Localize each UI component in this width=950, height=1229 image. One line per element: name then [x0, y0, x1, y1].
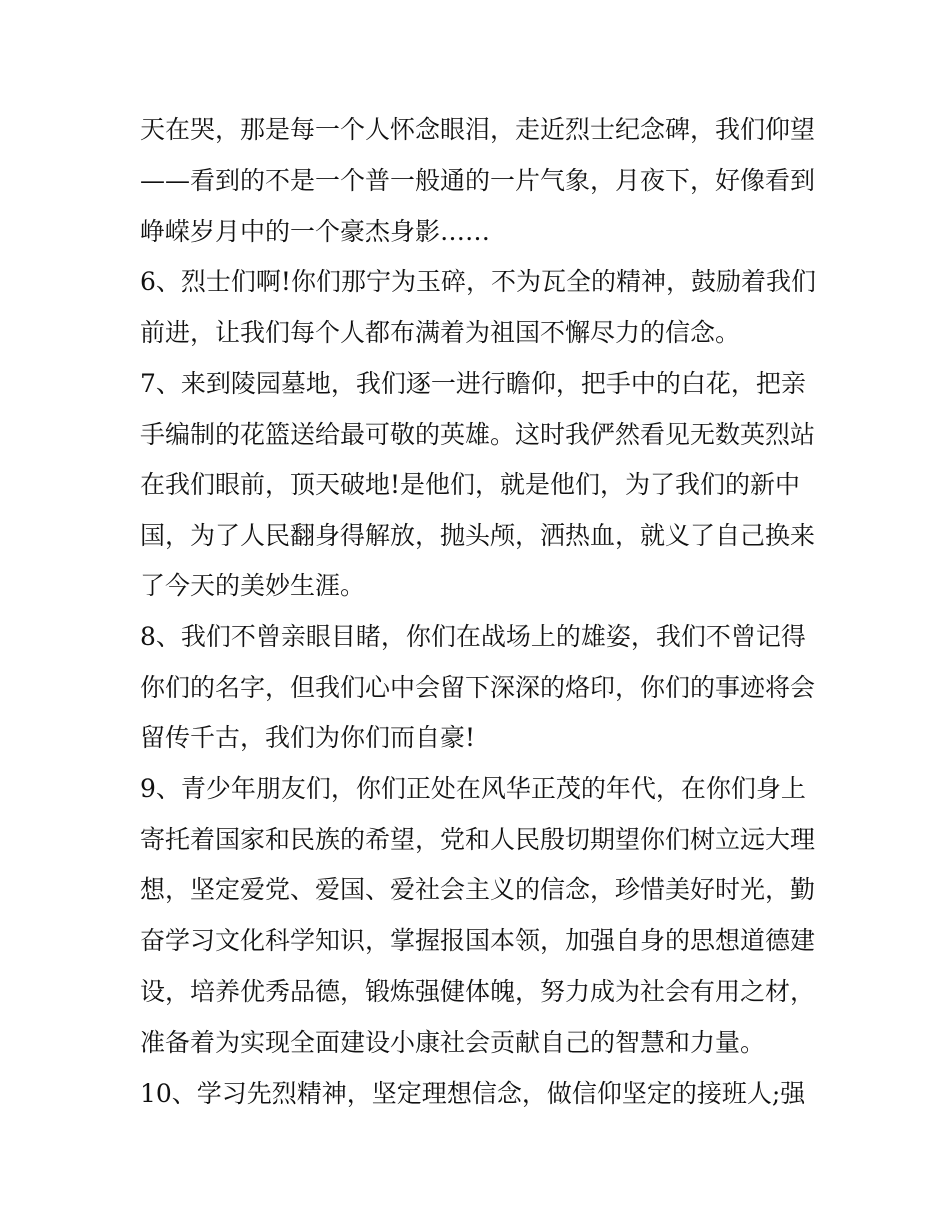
- text-line: 6、烈士们啊!你们那宁为玉碎，不为瓦全的精神，鼓励着我们: [140, 267, 816, 296]
- text-line: 峥嵘岁月中的一个豪杰身影……: [140, 217, 491, 246]
- text-line: 寄托着国家和民族的希望，党和人民殷切期望你们树立远大理: [140, 825, 816, 854]
- text-line: 10、学习先烈精神，坚定理想信念，做信仰坚定的接班人;强: [140, 1079, 806, 1108]
- text-line: 设，培养优秀品德，锻炼强健体魄，努力成为社会有用之材，: [140, 977, 816, 1006]
- text-line: 想，坚定爱党、爱国、爱社会主义的信念，珍惜美好时光，勤: [140, 875, 816, 904]
- text-line: 你们的名字，但我们心中会留下深深的烙印，你们的事迹将会: [140, 673, 816, 702]
- text-line: 准备着为实现全面建设小康社会贡献自己的智慧和力量。: [140, 1028, 766, 1057]
- text-line: 7、来到陵园墓地，我们逐一进行瞻仰，把手中的白花，把亲: [140, 369, 806, 398]
- text-line: 奋学习文化科学知识，掌握报国本领，加强自身的思想道德建: [140, 926, 816, 955]
- text-line: 了今天的美妙生涯。: [140, 571, 366, 600]
- text-line: 9、青少年朋友们，你们正处在风华正茂的年代，在你们身上: [140, 774, 806, 803]
- text-line: 天在哭，那是每一个人怀念眼泪，走近烈士纪念碑，我们仰望: [140, 115, 816, 144]
- text-line: 国，为了人民翻身得解放，抛头颅，洒热血，就义了自己换来: [140, 521, 816, 550]
- text-line: ——看到的不是一个普一般通的一片气象，月夜下，好像看到: [140, 166, 816, 195]
- text-line: 留传千古，我们为你们而自豪!: [140, 723, 476, 752]
- text-line: 手编制的花篮送给最可敬的英雄。这时我俨然看见无数英烈站: [140, 420, 816, 449]
- text-line: 8、我们不曾亲眼目睹，你们在战场上的雄姿，我们不曾记得: [140, 622, 806, 651]
- text-line: 前进，让我们每个人都布满着为祖国不懈尽力的信念。: [140, 318, 741, 347]
- text-line: 在我们眼前，顶天破地!是他们，就是他们，为了我们的新中: [140, 470, 801, 499]
